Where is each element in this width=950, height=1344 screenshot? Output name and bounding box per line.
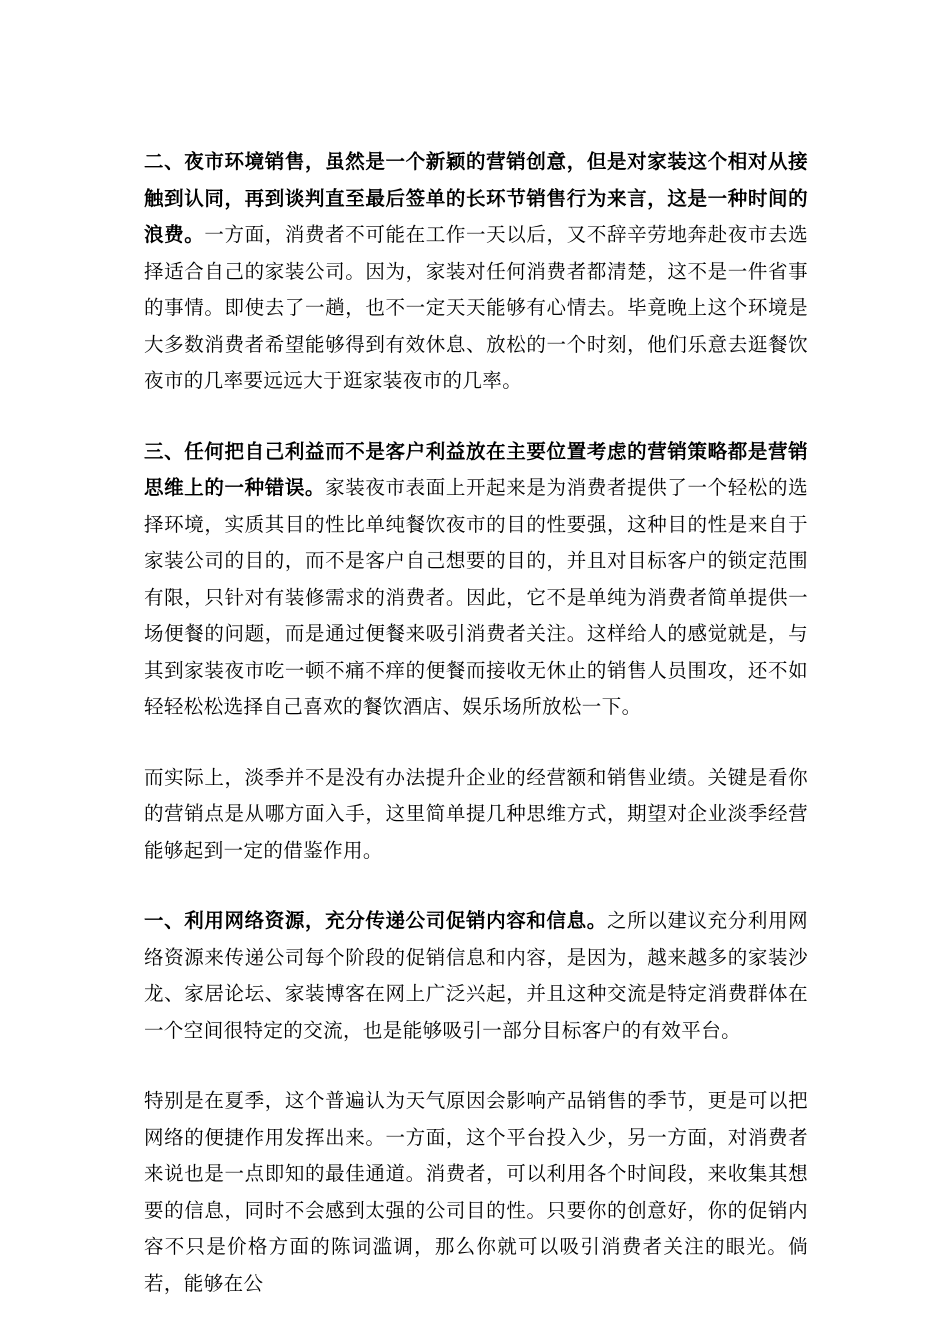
paragraph-body: 而实际上，淡季并不是没有办法提升企业的经营额和销售业绩。关键是看你的营销点是从哪方面入手，这里简单提几种思维方式，期望对企业淡季经营能够起到一定的借鉴作用。 xyxy=(144,765,808,862)
paragraph-off-season-intro xyxy=(144,760,808,870)
paragraph-network-resources xyxy=(144,903,808,1049)
paragraph-body: 之所以建议充分利用网络资源来传递公司每个阶段的促销信息和内容，是因为，越来越多的家装沙龙、家居论坛、家装博客在网上广泛兴起，并且这种交流是特定消费群体在一个空间很特定的交流，也是能够吸引一部分目标客户的有效平台。 xyxy=(144,909,808,1042)
paragraph-night-market-time-waste xyxy=(144,144,808,400)
paragraph-body: 家装夜市表面上开起来是为消费者提供了一个轻松的选择环境，实质其目的性比单纯餐饮夜市的目的性要强，这种目的性是来自于家装公司的目的，而不是客户自己想要的目的，并且对目标客户的锁定范围有限，只针对有装修需求的消费者。因此，它不是单纯为消费者简单提供一场便餐的问题，而是通过便餐来吸引消费者关注。这样给人的感觉就是，与其到家装夜市吃一顿不痛不痒的便餐而接收无休止的销售人员围攻，还不如轻轻松松选择自己喜欢的餐饮酒店、娱乐场所放松一下。 xyxy=(144,476,808,718)
paragraph-summer-network xyxy=(144,1083,808,1302)
paragraph-heading: 一、利用网络资源，充分传递公司促销内容和信息。 xyxy=(144,909,607,932)
paragraph-heading: 二、夜市环境销售，虽然是一个新颖的营销创意，但是对家装这个相对从接触到认同，再到谈判直至最后签单的长环节销售行为来言，这是一种时间的浪费。 xyxy=(144,150,808,246)
document-page xyxy=(144,144,808,1336)
paragraph-body: 一方面，消费者不可能在工作一天以后，又不辞辛劳地奔赴夜市去选择适合自己的家装公司。因为，家装对任何消费者都清楚，这不是一件省事的事情。即使去了一趟，也不一定天天能够有心情去。毕竟晚上这个环境是大多数消费者希望能够得到有效休息、放松的一个时刻，他们乐意去逛餐饮夜市的几率要远远大于逛家装夜市的几率。 xyxy=(144,223,808,392)
paragraph-self-interest-error xyxy=(144,434,808,726)
paragraph-body: 特别是在夏季，这个普遍认为天气原因会影响产品销售的季节，更是可以把网络的便捷作用发挥出来。一方面，这个平台投入少，另一方面，对消费者来说也是一点即知的最佳通道。消费者，可以利用各个时间段，来收集其想要的信息，同时不会感到太强的公司目的性。只要你的创意好，你的促销内容不只是价格方面的陈词滥调，那么你就可以吸引消费者关注的眼光。倘若，能够在公 xyxy=(144,1089,808,1295)
paragraph-heading: 三、任何把自己利益而不是客户利益放在主要位置考虑的营销策略都是营销思维上的一种错误。 xyxy=(144,439,808,499)
